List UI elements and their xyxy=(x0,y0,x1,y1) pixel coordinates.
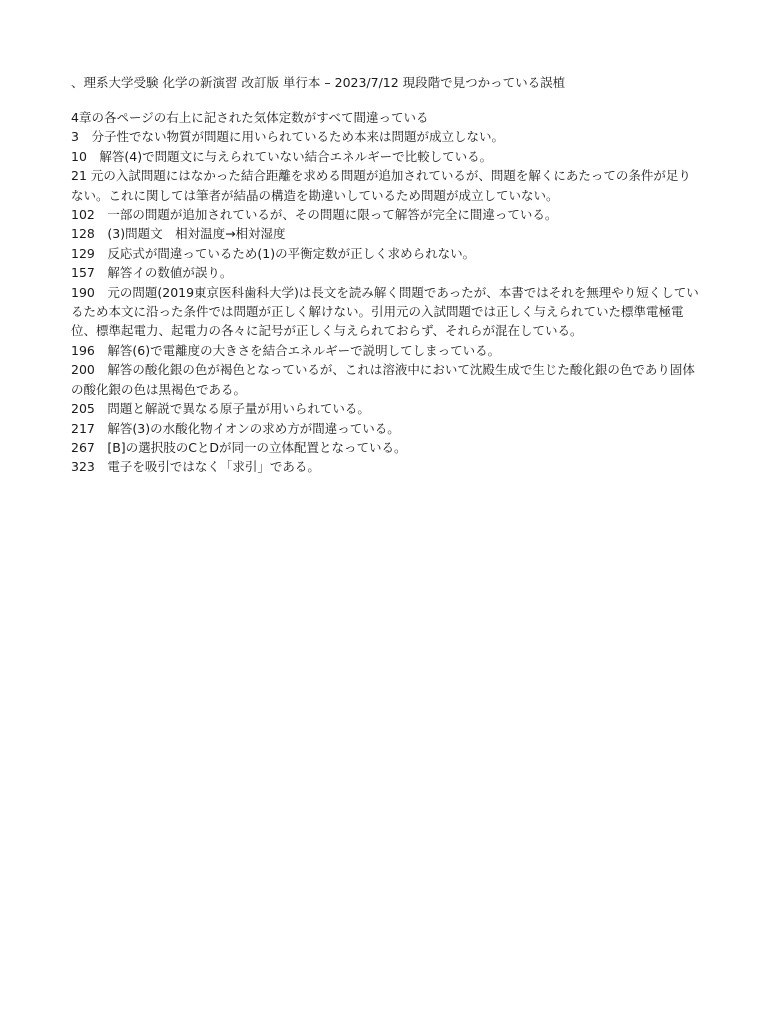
errata-item: 10 解答(4)で問題文に与えられていない結合エネルギーで比較している。 xyxy=(71,148,493,164)
document-page xyxy=(71,74,701,477)
errata-item: 267 [B]の選択肢のCとDが同一の立体配置となっている。 xyxy=(71,439,407,455)
errata-item: 102 一部の問題が追加されているが、その問題に限って解答が完全に間違っている。 xyxy=(71,207,558,223)
document-title: 、理系大学受験 化学の新演習 改訂版 単行本 – 2023/7/12 現段階で見つかっている誤植 xyxy=(71,75,566,90)
errata-item: 196 解答(6)で電離度の大きさを結合エネルギーで説明してしまっている。 xyxy=(71,342,501,358)
errata-item: 21 元の入試問題にはなかった結合距離を求める問題が追加されているが、問題を解くにあたっての条件が足りない。これに関しては筆者が結晶の構造を勘違いしているため問題が成立していない。 xyxy=(71,168,691,203)
errata-item: 129 反応式が間違っているため(1)の平衡定数が正しく求められない。 xyxy=(71,245,476,261)
errata-item: 205 問題と解説で異なる原子量が用いられている。 xyxy=(71,401,370,417)
errata-item: 190 元の問題(2019東京医科歯科大学)は長文を読み解く問題であったが、本書ではそれを無理やり短くしているため本文に沿った条件では問題が正しく解けない。引用元の入試問題では正しく与えられていた標準電極電位、標準起電力、起電力の各々に記号が正しく与えられておらず、それらが混在している。 xyxy=(71,284,699,339)
errata-item: 323 電子を吸引ではなく「求引」である。 xyxy=(71,459,320,475)
errata-item: 128 (3)問題文 相対温度→相対湿度 xyxy=(71,226,286,242)
errata-item: 157 解答イの数値が誤り。 xyxy=(71,265,233,281)
errata-item: 3 分子性でない物質が問題に用いられているため本来は問題が成立しない。 xyxy=(71,129,504,145)
errata-item: 217 解答(3)の水酸化物イオンの求め方が間違っている。 xyxy=(71,420,400,436)
errata-item: 4章の各ページの右上に記された気体定数がすべて間違っている xyxy=(71,110,429,125)
errata-item: 200 解答の酸化銀の色が褐色となっているが、これは溶液中において沈殿生成で生じた酸化銀の色であり固体の酸化銀の色は黒褐色である。 xyxy=(71,362,695,397)
errata-list xyxy=(71,108,701,477)
